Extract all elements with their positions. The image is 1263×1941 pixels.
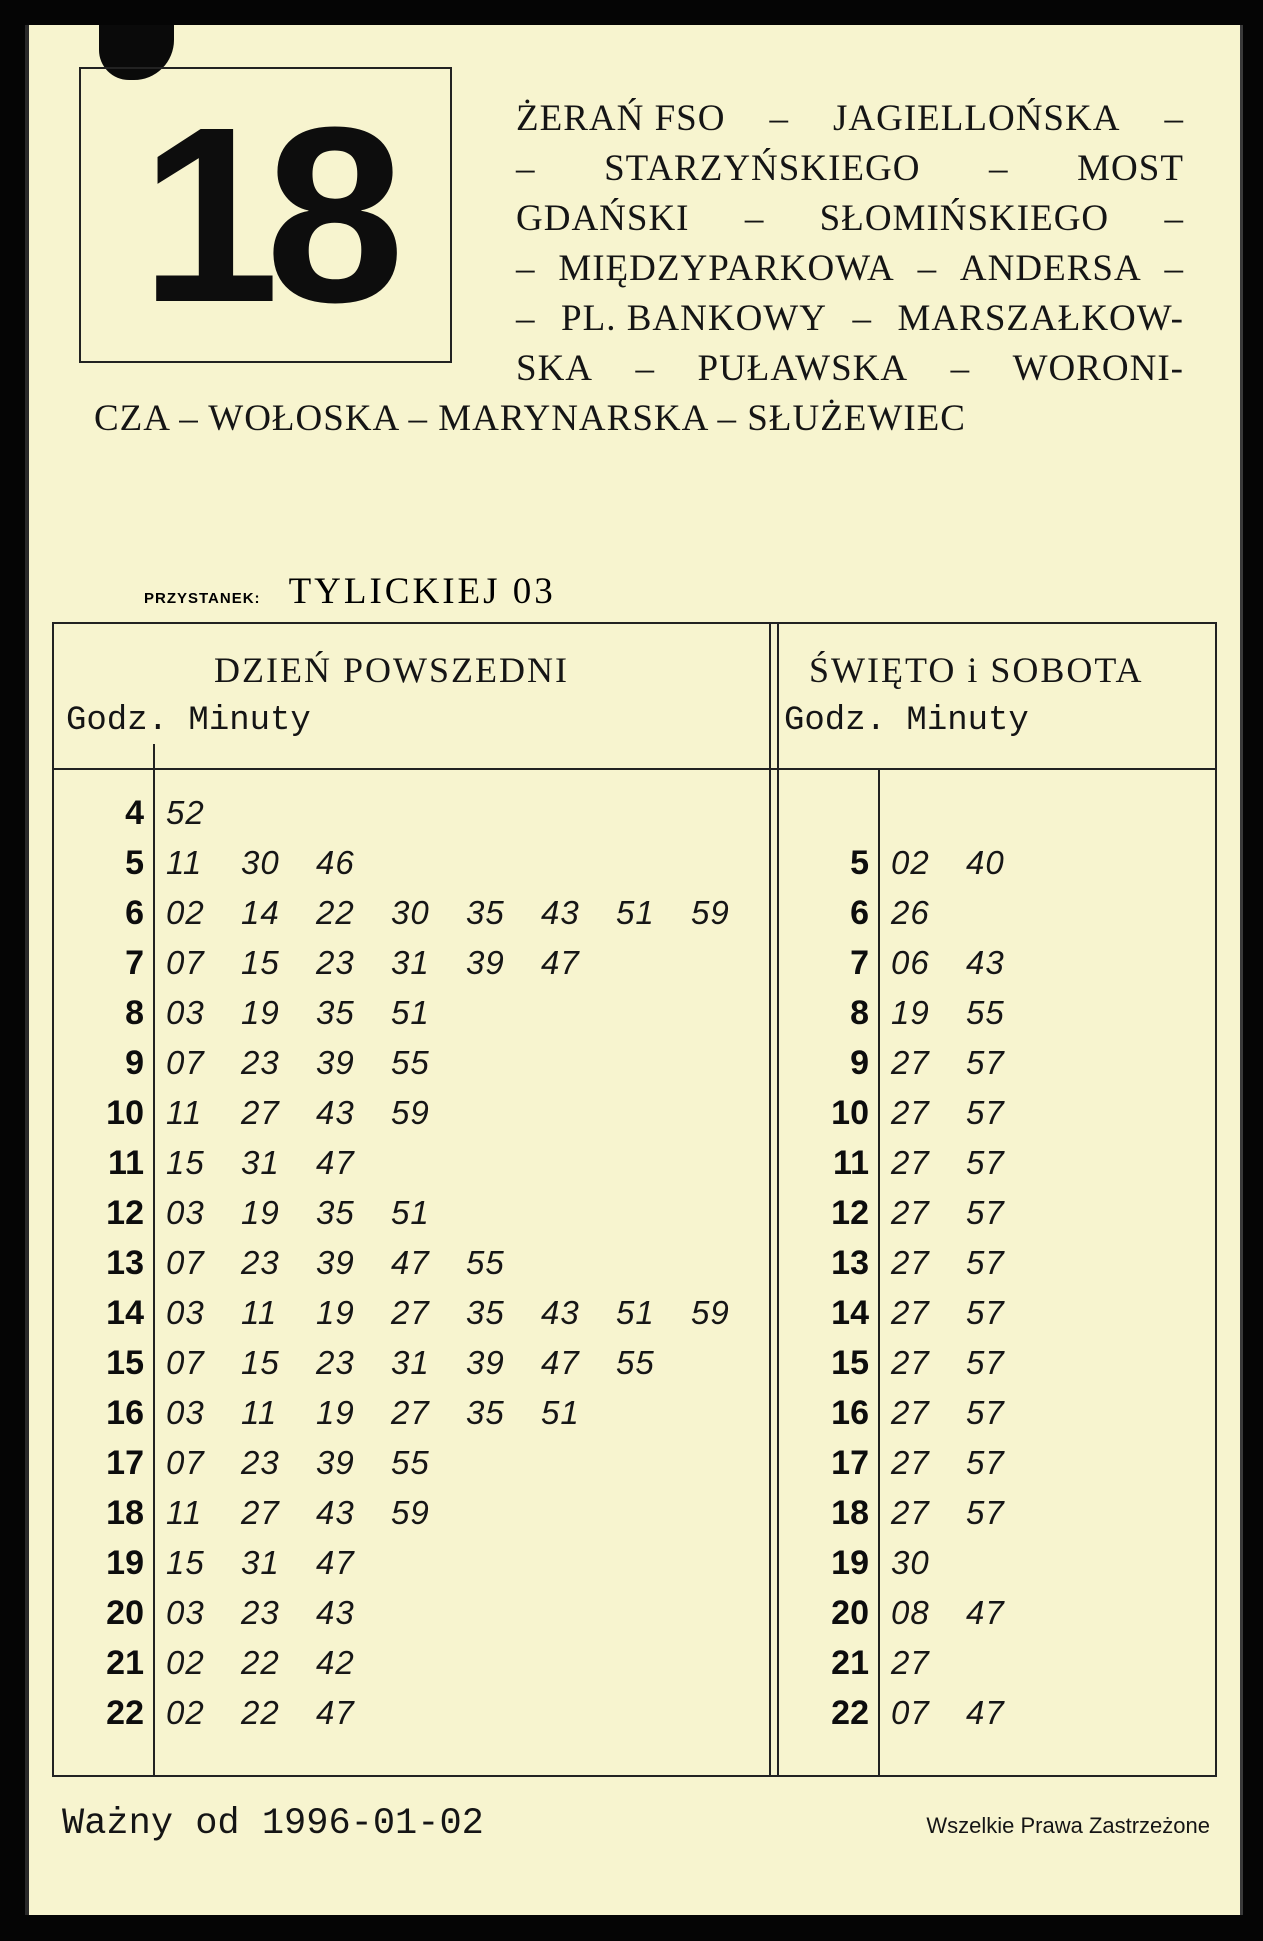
- route-segment: –: [516, 148, 536, 189]
- minute-value: 47: [316, 1694, 355, 1731]
- hour-cell: 15: [106, 1344, 144, 1382]
- minute-value: 30: [891, 1544, 930, 1581]
- minute-value: 57: [966, 1344, 1005, 1381]
- weekday-subheader: Godz. Minuty: [66, 702, 311, 740]
- minute-value: 27: [891, 1344, 930, 1381]
- minute-value: 51: [541, 1394, 580, 1431]
- minutes-cell: [891, 994, 1041, 1032]
- minute-value: 02: [166, 1644, 205, 1681]
- minutes-cell: [891, 844, 1041, 882]
- minute-value: 14: [241, 894, 280, 931]
- minutes-cell: [891, 1444, 1041, 1482]
- minute-value: 57: [966, 1294, 1005, 1331]
- minutes-cell: [166, 1144, 391, 1182]
- route-segment: PL. BANKOWY: [561, 298, 827, 339]
- route-description-line: [516, 147, 1184, 190]
- minutes-cell: [891, 1144, 1041, 1182]
- minute-value: 07: [166, 944, 205, 981]
- minute-value: 43: [316, 1094, 355, 1131]
- minute-value: 23: [316, 1344, 355, 1381]
- minute-value: 11: [166, 1094, 203, 1131]
- stop-name: TYLICKIEJ 03: [288, 571, 556, 612]
- route-segment: –: [989, 148, 1009, 189]
- minute-value: 03: [166, 994, 205, 1031]
- minute-value: 30: [391, 894, 430, 931]
- route-segment: –: [1164, 198, 1184, 239]
- minute-value: 47: [316, 1144, 355, 1181]
- minute-value: 47: [391, 1244, 430, 1281]
- minute-value: 19: [241, 1194, 280, 1231]
- route-segment: –: [1164, 98, 1184, 139]
- minute-value: 52: [166, 794, 205, 831]
- route-segment: –: [769, 98, 789, 139]
- minutes-cell: [166, 1344, 691, 1382]
- hour-cell: 15: [831, 1344, 869, 1382]
- minute-value: 57: [966, 1144, 1005, 1181]
- hour-cell: 17: [831, 1444, 869, 1482]
- minute-value: 39: [316, 1244, 355, 1281]
- minute-value: 11: [241, 1394, 278, 1431]
- hour-cell: 21: [106, 1644, 144, 1682]
- minutes-cell: [891, 1694, 1041, 1732]
- hour-cell: 9: [125, 1044, 144, 1082]
- minute-value: 57: [966, 1194, 1005, 1231]
- hour-cell: 22: [831, 1694, 869, 1732]
- minute-value: 30: [241, 844, 280, 881]
- hour-cell: 5: [850, 844, 869, 882]
- route-number-box: [79, 67, 452, 363]
- minute-value: 03: [166, 1294, 205, 1331]
- route-segment: –: [917, 248, 938, 289]
- minute-value: 43: [316, 1594, 355, 1631]
- minute-value: 57: [966, 1394, 1005, 1431]
- route-description-line: [516, 347, 1184, 390]
- hour-divider-weekday: [153, 744, 155, 1775]
- minute-value: 15: [166, 1544, 205, 1581]
- route-segment: –: [516, 248, 536, 289]
- minute-value: 19: [316, 1394, 355, 1431]
- minute-value: 42: [316, 1644, 355, 1681]
- minute-value: 27: [241, 1094, 280, 1131]
- minute-value: 19: [316, 1294, 355, 1331]
- minute-value: 43: [966, 944, 1005, 981]
- minute-value: 27: [891, 1644, 930, 1681]
- minute-value: 11: [241, 1294, 278, 1331]
- minute-value: 47: [966, 1594, 1005, 1631]
- minute-value: 03: [166, 1594, 205, 1631]
- hour-cell: 18: [106, 1494, 144, 1532]
- holiday-title: ŚWIĘTO i SOBOTA: [809, 650, 1144, 690]
- hour-cell: 13: [831, 1244, 869, 1282]
- minutes-cell: [166, 844, 391, 882]
- minute-value: 11: [166, 1494, 203, 1531]
- stop-label: PRZYSTANEK:: [144, 590, 261, 607]
- minutes-cell: [166, 1544, 391, 1582]
- minutes-cell: [166, 1044, 466, 1082]
- route-description-last-line: CZA – WOŁOSKA – MARYNARSKA – SŁUŻEWIEC: [94, 398, 966, 439]
- minute-value: 47: [316, 1544, 355, 1581]
- minute-value: 51: [391, 994, 430, 1031]
- holiday-subheader: Godz. Minuty: [784, 702, 1029, 740]
- route-segment: JAGIELLOŃSKA: [833, 98, 1121, 139]
- minute-value: 43: [541, 1294, 580, 1331]
- hour-cell: 14: [831, 1294, 869, 1332]
- minute-value: 22: [241, 1694, 280, 1731]
- route-segment: SŁOMIŃSKIEGO: [819, 198, 1110, 239]
- minute-value: 07: [891, 1694, 930, 1731]
- minutes-cell: [166, 1244, 541, 1282]
- minute-value: 59: [391, 1094, 430, 1131]
- minute-value: 03: [166, 1394, 205, 1431]
- hour-cell: 17: [106, 1444, 144, 1482]
- minutes-cell: [891, 1244, 1041, 1282]
- minute-value: 35: [466, 894, 505, 931]
- minute-value: 02: [166, 1694, 205, 1731]
- minutes-cell: [166, 1644, 391, 1682]
- minute-value: 59: [391, 1494, 430, 1531]
- timetable-table: [52, 622, 1217, 1777]
- hour-cell: 10: [106, 1094, 144, 1132]
- minute-value: 23: [241, 1244, 280, 1281]
- minutes-cell: [166, 1494, 466, 1532]
- hour-cell: 13: [106, 1244, 144, 1282]
- minute-value: 19: [241, 994, 280, 1031]
- route-description-line: [516, 297, 1184, 340]
- minute-value: 47: [541, 944, 580, 981]
- minute-value: 57: [966, 1244, 1005, 1281]
- minute-value: 23: [241, 1594, 280, 1631]
- route-segment: MARSZAŁKOW-: [897, 298, 1184, 339]
- hour-cell: 19: [106, 1544, 144, 1582]
- route-segment: WORONI-: [1012, 348, 1184, 389]
- hour-cell: 12: [831, 1194, 869, 1232]
- minute-value: 27: [891, 1044, 930, 1081]
- route-segment: SKA: [516, 348, 594, 389]
- minutes-cell: [891, 1544, 966, 1582]
- header-divider: [54, 768, 1215, 770]
- minute-value: 22: [316, 894, 355, 931]
- column-divider: [777, 624, 779, 1775]
- hour-cell: 4: [125, 794, 144, 832]
- valid-from: Ważny od 1996-01-02: [62, 1803, 484, 1845]
- minute-value: 55: [466, 1244, 505, 1281]
- route-description-line: [516, 247, 1184, 290]
- hour-divider-holiday: [878, 768, 880, 1775]
- minute-value: 31: [391, 944, 430, 981]
- minute-value: 39: [316, 1044, 355, 1081]
- hour-cell: 12: [106, 1194, 144, 1232]
- minute-value: 57: [966, 1444, 1005, 1481]
- minute-value: 07: [166, 1244, 205, 1281]
- minute-value: 23: [241, 1444, 280, 1481]
- minute-value: 57: [966, 1094, 1005, 1131]
- minute-value: 47: [966, 1694, 1005, 1731]
- route-segment: –: [744, 198, 765, 239]
- minutes-cell: [891, 1494, 1041, 1532]
- minute-value: 31: [241, 1144, 280, 1181]
- minutes-cell: [891, 1194, 1041, 1232]
- rights-notice: Wszelkie Prawa Zastrzeżone: [926, 1813, 1210, 1838]
- route-description-line: [516, 197, 1184, 240]
- minute-value: 27: [241, 1494, 280, 1531]
- minutes-cell: [166, 1094, 466, 1132]
- minute-value: 02: [166, 894, 205, 931]
- minute-value: 39: [466, 1344, 505, 1381]
- route-segment: MOST: [1077, 148, 1184, 189]
- hour-cell: 22: [106, 1694, 144, 1732]
- minute-value: 07: [166, 1044, 205, 1081]
- minute-value: 27: [891, 1444, 930, 1481]
- hour-cell: 6: [850, 894, 869, 932]
- hour-cell: 8: [125, 994, 144, 1032]
- hour-cell: 6: [125, 894, 144, 932]
- minutes-cell: [891, 1594, 1041, 1632]
- minute-value: 35: [466, 1294, 505, 1331]
- minute-value: 15: [241, 1344, 280, 1381]
- minute-value: 39: [466, 944, 505, 981]
- minutes-cell: [891, 1294, 1041, 1332]
- minutes-cell: [891, 894, 966, 932]
- route-segment: –: [635, 348, 656, 389]
- minute-value: 27: [891, 1394, 930, 1431]
- hour-cell: 16: [831, 1394, 869, 1432]
- route-description-line: [516, 97, 1184, 140]
- minute-value: 51: [391, 1194, 430, 1231]
- minute-value: 51: [616, 894, 655, 931]
- minute-value: 31: [391, 1344, 430, 1381]
- minutes-cell: [891, 1094, 1041, 1132]
- minute-value: 35: [316, 1194, 355, 1231]
- minute-value: 15: [241, 944, 280, 981]
- hour-cell: 11: [833, 1144, 869, 1182]
- hour-cell: 21: [831, 1644, 869, 1682]
- minute-value: 27: [891, 1094, 930, 1131]
- minute-value: 03: [166, 1194, 205, 1231]
- minutes-cell: [891, 1344, 1041, 1382]
- hour-cell: 20: [831, 1594, 869, 1632]
- minute-value: 27: [891, 1494, 930, 1531]
- route-number: 18: [140, 75, 391, 354]
- column-divider: [769, 624, 771, 1775]
- minute-value: 59: [691, 894, 730, 931]
- minute-value: 27: [891, 1294, 930, 1331]
- minutes-cell: [166, 994, 466, 1032]
- minutes-cell: [166, 1194, 466, 1232]
- minute-value: 51: [616, 1294, 655, 1331]
- stop-info: [144, 570, 556, 613]
- minutes-cell: [166, 794, 241, 832]
- hour-cell: 14: [106, 1294, 144, 1332]
- minutes-cell: [891, 1394, 1041, 1432]
- minute-value: 27: [891, 1144, 930, 1181]
- minute-value: 31: [241, 1544, 280, 1581]
- hour-cell: 11: [108, 1144, 144, 1182]
- minute-value: 35: [466, 1394, 505, 1431]
- minutes-cell: [166, 1694, 391, 1732]
- minute-value: 43: [541, 894, 580, 931]
- route-segment: GDAŃSKI: [516, 198, 690, 239]
- route-segment: –: [950, 348, 971, 389]
- minutes-cell: [166, 894, 766, 932]
- hour-cell: 10: [831, 1094, 869, 1132]
- route-segment: –: [852, 298, 872, 339]
- timetable-sheet: [25, 25, 1243, 1915]
- minute-value: 23: [316, 944, 355, 981]
- minute-value: 55: [391, 1444, 430, 1481]
- minute-value: 27: [391, 1394, 430, 1431]
- hour-cell: 9: [850, 1044, 869, 1082]
- hour-cell: 5: [125, 844, 144, 882]
- minute-value: 08: [891, 1594, 930, 1631]
- hour-cell: 8: [850, 994, 869, 1032]
- minute-value: 43: [316, 1494, 355, 1531]
- minutes-cell: [166, 1444, 466, 1482]
- minute-value: 57: [966, 1044, 1005, 1081]
- minute-value: 27: [391, 1294, 430, 1331]
- minute-value: 55: [391, 1044, 430, 1081]
- route-segment: –: [1164, 248, 1184, 289]
- hour-cell: 7: [850, 944, 869, 982]
- minute-value: 27: [891, 1244, 930, 1281]
- minutes-cell: [166, 1594, 391, 1632]
- minute-value: 46: [316, 844, 355, 881]
- hour-cell: 18: [831, 1494, 869, 1532]
- hour-cell: 20: [106, 1594, 144, 1632]
- minutes-cell: [891, 1644, 966, 1682]
- hour-cell: 19: [831, 1544, 869, 1582]
- hour-cell: 16: [106, 1394, 144, 1432]
- minutes-cell: [166, 944, 616, 982]
- minute-value: 06: [891, 944, 930, 981]
- minute-value: 39: [316, 1444, 355, 1481]
- minute-value: 15: [166, 1144, 205, 1181]
- route-segment: MIĘDZYPARKOWA: [558, 248, 895, 289]
- minute-value: 57: [966, 1494, 1005, 1531]
- minute-value: 23: [241, 1044, 280, 1081]
- minute-value: 40: [966, 844, 1005, 881]
- minutes-cell: [166, 1294, 766, 1332]
- route-segment: PUŁAWSKA: [697, 348, 909, 389]
- minutes-cell: [166, 1394, 616, 1432]
- minute-value: 07: [166, 1444, 205, 1481]
- minute-value: 19: [891, 994, 930, 1031]
- minutes-cell: [891, 1044, 1041, 1082]
- route-segment: ANDERSA: [959, 248, 1142, 289]
- minute-value: 47: [541, 1344, 580, 1381]
- minute-value: 55: [616, 1344, 655, 1381]
- weekday-title: DZIEŃ POWSZEDNI: [214, 650, 569, 690]
- minute-value: 26: [891, 894, 930, 931]
- hour-cell: 7: [125, 944, 144, 982]
- minute-value: 35: [316, 994, 355, 1031]
- minute-value: 27: [891, 1194, 930, 1231]
- minute-value: 07: [166, 1344, 205, 1381]
- minute-value: 59: [691, 1294, 730, 1331]
- route-segment: STARZYŃSKIEGO: [604, 148, 921, 189]
- minutes-cell: [891, 944, 1041, 982]
- route-segment: ŻERAŃ FSO: [516, 98, 726, 139]
- route-segment: –: [516, 298, 536, 339]
- minute-value: 02: [891, 844, 930, 881]
- minute-value: 11: [166, 844, 203, 881]
- minute-value: 55: [966, 994, 1005, 1031]
- minute-value: 22: [241, 1644, 280, 1681]
